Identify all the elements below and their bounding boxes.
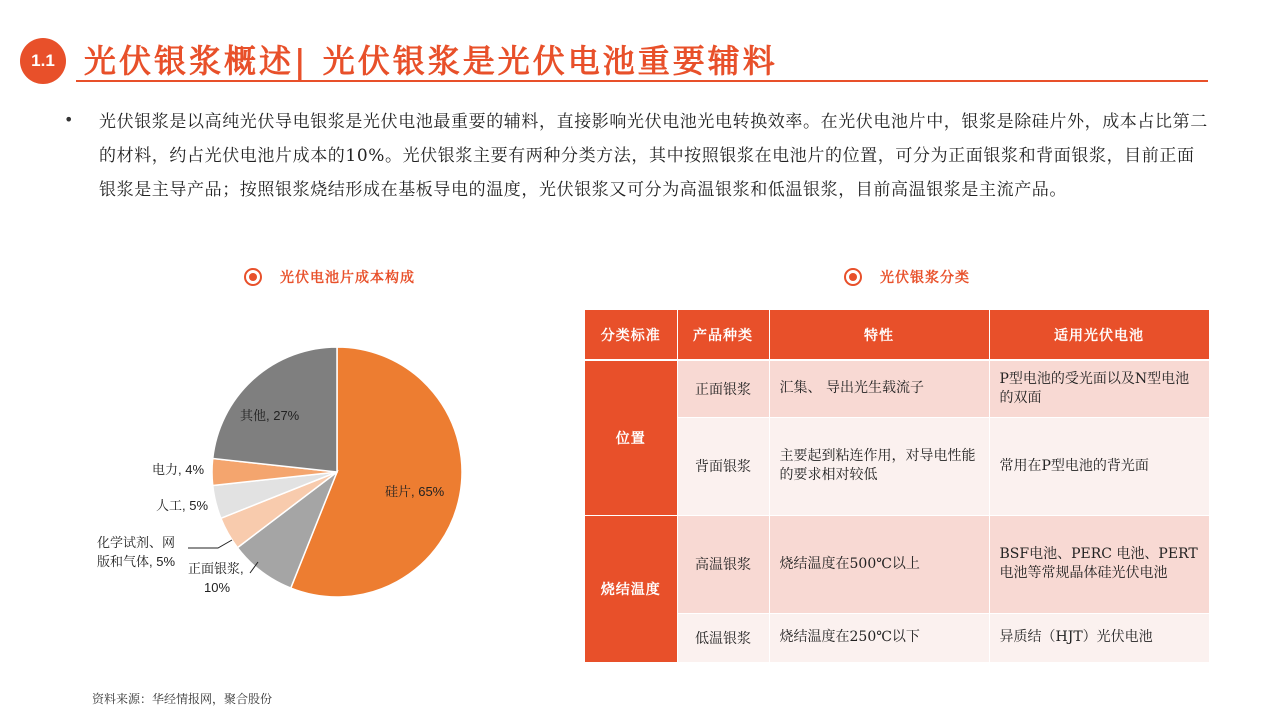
header-product-type: 产品种类 [677, 310, 769, 360]
product-front-silver: 正面银浆 [677, 360, 769, 417]
source-note: 资料来源：华经情报网，聚合股份 [92, 692, 273, 706]
table-row [585, 360, 1209, 417]
page-title: 光伏银浆概述| 光伏银浆是光伏电池重要辅料 [84, 42, 778, 80]
product-back-silver: 背面银浆 [677, 417, 769, 515]
cost-section-label: 光伏电池片成本构成 [280, 270, 415, 286]
table-row [585, 515, 1209, 613]
product-high-temp-silver: 高温银浆 [677, 515, 769, 613]
pie-label-4: 电力, 4% [152, 462, 205, 477]
header-characteristics: 特性 [769, 310, 989, 360]
table-row [585, 613, 1209, 662]
cells-back-silver: 常用在P型电池的背光面 [989, 417, 1209, 515]
bullet-icon: • [64, 110, 74, 129]
cost-section-heading [244, 266, 415, 288]
feature-low-temp-silver: 烧结温度在250℃以下 [769, 613, 989, 662]
pie-label-5: 其他, 27% [240, 408, 300, 423]
header-classification-standard: 分类标准 [585, 310, 677, 360]
category-sintering-temperature: 烧结温度 [585, 515, 677, 662]
section-number-badge [20, 38, 66, 84]
feature-back-silver: 主要起到粘连作用，对导电性能的要求相对较低 [769, 417, 989, 515]
leader-line-chemicals [188, 540, 232, 548]
cells-front-silver: P型电池的受光面以及N型电池的双面 [989, 360, 1209, 417]
section-number: 1.1 [31, 51, 55, 70]
table-row [585, 417, 1209, 515]
pie-label-0: 硅片, 65% [385, 484, 445, 499]
pie-label-3: 人工, 5% [156, 498, 209, 513]
pie-label-2: 化学试剂、网版和气体, 5% [97, 535, 176, 569]
cells-low-temp-silver: 异质结（HJT）光伏电池 [989, 613, 1209, 662]
classification-section-heading [844, 266, 970, 288]
cost-pie-chart [80, 330, 500, 610]
header-applicable-cells: 适用光伏电池 [989, 310, 1209, 360]
intro-paragraph: 光伏银浆是以高纯光伏导电银浆是光伏电池最重要的辅料，直接影响光伏电池光电转换效率。在光伏电池片中，银浆是除硅片外，成本占比第二的材料，约占光伏电池片成本的10%。光伏银浆主要有两种分类方法，其中按照银浆在电池片的位置，可分为正面银浆和背面银浆，目前正面银浆是主导产品；按照银浆烧结形成在基板导电的温度，光伏银浆又可分为高温银浆和低温银浆，目前高温银浆是主流产品。 [99, 112, 1208, 200]
pie-label-1: 正面银浆, 10% [188, 561, 244, 595]
category-position: 位置 [585, 360, 677, 515]
feature-front-silver: 汇集、 导出光生载流子 [769, 360, 989, 417]
target-icon [844, 268, 862, 286]
cells-high-temp-silver: BSF电池、PERC 电池、PERT 电池等常规晶体硅光伏电池 [989, 515, 1209, 613]
product-low-temp-silver: 低温银浆 [677, 613, 769, 662]
classification-section-label: 光伏银浆分类 [880, 270, 970, 286]
title-divider [76, 80, 1208, 82]
feature-high-temp-silver: 烧结温度在500℃以上 [769, 515, 989, 613]
target-icon [244, 268, 262, 286]
silver-paste-classification-table [585, 310, 1210, 663]
